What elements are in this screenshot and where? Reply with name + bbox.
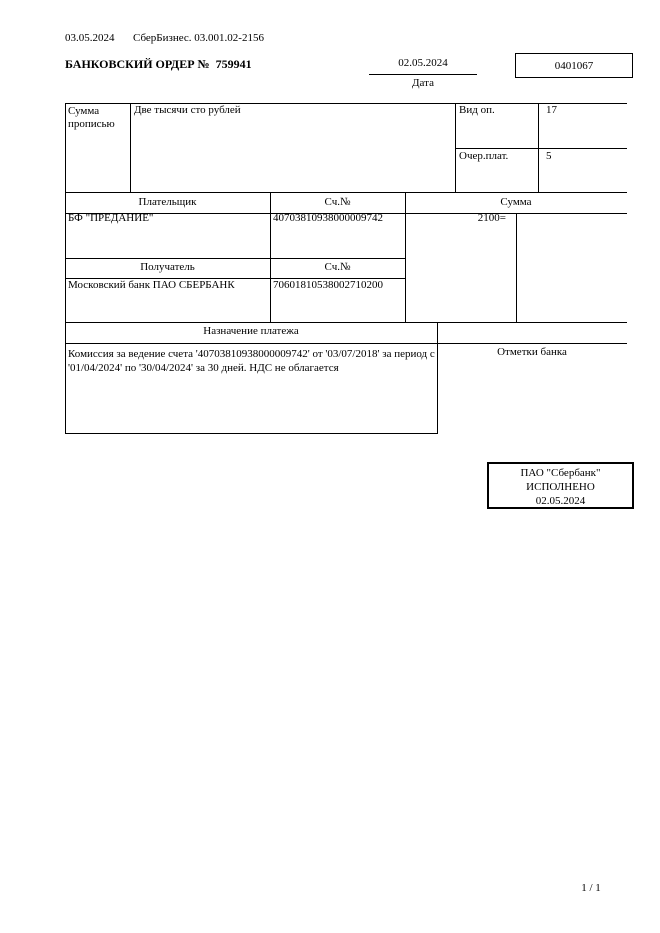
payer-column-header: Плательщик — [138, 196, 197, 208]
payment-purpose-header: Назначение платежа — [203, 325, 299, 337]
source-system-label: СберБизнес. 03.001.02-2156 — [133, 32, 264, 44]
grid-line — [65, 258, 405, 259]
document-title: БАНКОВСКИЙ ОРДЕР № 759941 — [65, 57, 252, 71]
date-label: Дата — [412, 77, 434, 89]
recipient-column-header: Получатель — [140, 261, 195, 273]
export-date: 03.05.2024 — [65, 32, 115, 44]
grid-line — [65, 322, 627, 323]
payer-account-column-header: Сч.№ — [324, 196, 351, 208]
amount-in-words-value: Две тысячи сто рублей — [134, 104, 241, 116]
recipient-account-number: 70601810538002710200 — [273, 279, 383, 291]
grid-line — [516, 213, 517, 322]
grid-line — [538, 103, 539, 192]
grid-line — [65, 192, 627, 193]
operation-type-label: Вид оп. — [459, 104, 495, 116]
recipient-account-column-header: Сч.№ — [324, 261, 351, 273]
payment-priority-label: Очер.плат. — [459, 150, 509, 162]
stamp-date: 02.05.2024 — [535, 495, 586, 507]
stamp-bank-name: ПАО "Сбербанк" — [520, 467, 601, 479]
amount-in-words-label: Сумма прописью — [68, 105, 115, 130]
grid-line — [65, 343, 627, 344]
payment-priority-value: 5 — [546, 150, 552, 162]
form-code-box — [515, 53, 633, 78]
payer-name: БФ "ПРЕДАНИЕ" — [68, 212, 154, 224]
grid-line — [270, 192, 271, 322]
stamp-status: ИСПОЛНЕНО — [526, 481, 595, 493]
grid-line — [130, 103, 131, 192]
grid-line — [65, 433, 438, 434]
sum-column-header: Сумма — [500, 196, 532, 208]
grid-line — [455, 103, 456, 192]
sum-value: 2100= — [477, 212, 506, 224]
date-underline — [369, 74, 477, 75]
grid-line — [437, 322, 438, 433]
form-code: 0401067 — [554, 59, 594, 72]
bank-marks-header: Отметки банка — [497, 346, 567, 358]
operation-type-value: 17 — [546, 104, 557, 116]
bank-execution-stamp — [487, 462, 634, 509]
grid-line — [455, 148, 627, 149]
document-date: 02.05.2024 — [398, 57, 448, 69]
recipient-name: Московский банк ПАО СБЕРБАНК — [68, 279, 235, 291]
page-number: 1 / 1 — [581, 882, 601, 894]
payment-purpose-text: Комиссия за ведение счета '40703810938000009742' от '03/07/2018' за период с '01/04/2024' по '30/04/2024' за 30 дней. НДС не облагается — [68, 348, 435, 374]
payer-account-number: 40703810938000009742 — [273, 212, 383, 224]
